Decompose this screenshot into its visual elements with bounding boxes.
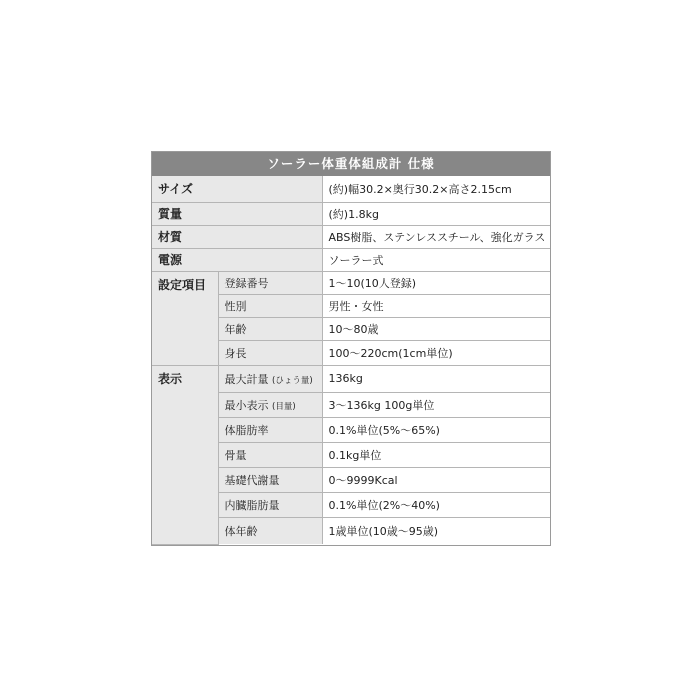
settings-item-value: 男性・女性 bbox=[322, 294, 550, 317]
settings-item-name: 性別 bbox=[218, 294, 322, 317]
material-value: ABS樹脂、ステンレススチール、強化ガラス bbox=[322, 225, 550, 248]
row-size bbox=[152, 176, 550, 202]
settings-item-value: 10～80歳 bbox=[322, 317, 550, 340]
display-item-name: 体年齢 bbox=[218, 517, 322, 544]
display-item-name: 基礎代謝量 bbox=[218, 467, 322, 492]
settings-label: 設定項目 bbox=[152, 271, 218, 365]
power-value: ソーラー式 bbox=[322, 248, 550, 271]
settings-item-value: 100～220cm(1cm単位) bbox=[322, 340, 550, 365]
spec-table bbox=[151, 151, 551, 546]
size-value: (約)幅30.2×奥行30.2×高さ2.15cm bbox=[322, 176, 550, 202]
row-material bbox=[152, 225, 550, 248]
size-label: サイズ bbox=[152, 176, 322, 202]
weight-value: (約)1.8kg bbox=[322, 202, 550, 225]
display-row bbox=[152, 365, 550, 392]
display-item-name-text: 最小表示 bbox=[224, 398, 269, 412]
power-label: 電源 bbox=[152, 248, 322, 271]
display-item-name: 骨量 bbox=[218, 442, 322, 467]
display-item-name-text: 最大計量 bbox=[224, 372, 269, 386]
settings-item-name: 登録番号 bbox=[218, 271, 322, 294]
display-item-value: 3～136kg 100g単位 bbox=[322, 392, 550, 417]
display-item-value: 136kg bbox=[322, 365, 550, 392]
settings-row bbox=[152, 271, 550, 294]
display-item-name: 体脂肪率 bbox=[218, 417, 322, 442]
weight-label: 質量 bbox=[152, 202, 322, 225]
display-item-name bbox=[218, 365, 322, 392]
display-item-note: (目量) bbox=[272, 401, 296, 412]
display-label: 表示 bbox=[152, 365, 218, 544]
display-item-value: 0.1%単位(5%～65%) bbox=[322, 417, 550, 442]
row-weight bbox=[152, 202, 550, 225]
spec-grid bbox=[152, 176, 550, 545]
spec-title: ソーラー体重体組成計 仕様 bbox=[152, 152, 550, 176]
display-item-name bbox=[218, 392, 322, 417]
display-item-value: 0.1%単位(2%～40%) bbox=[322, 492, 550, 517]
settings-item-name: 年齢 bbox=[218, 317, 322, 340]
material-label: 材質 bbox=[152, 225, 322, 248]
settings-item-value: 1～10(10人登録) bbox=[322, 271, 550, 294]
settings-item-name: 身長 bbox=[218, 340, 322, 365]
display-item-value: 0～9999Kcal bbox=[322, 467, 550, 492]
display-item-value: 1歳単位(10歳～95歳) bbox=[322, 517, 550, 544]
row-power bbox=[152, 248, 550, 271]
display-item-value: 0.1kg単位 bbox=[322, 442, 550, 467]
display-item-note: (ひょう量) bbox=[272, 375, 313, 386]
display-item-name: 内臓脂肪量 bbox=[218, 492, 322, 517]
